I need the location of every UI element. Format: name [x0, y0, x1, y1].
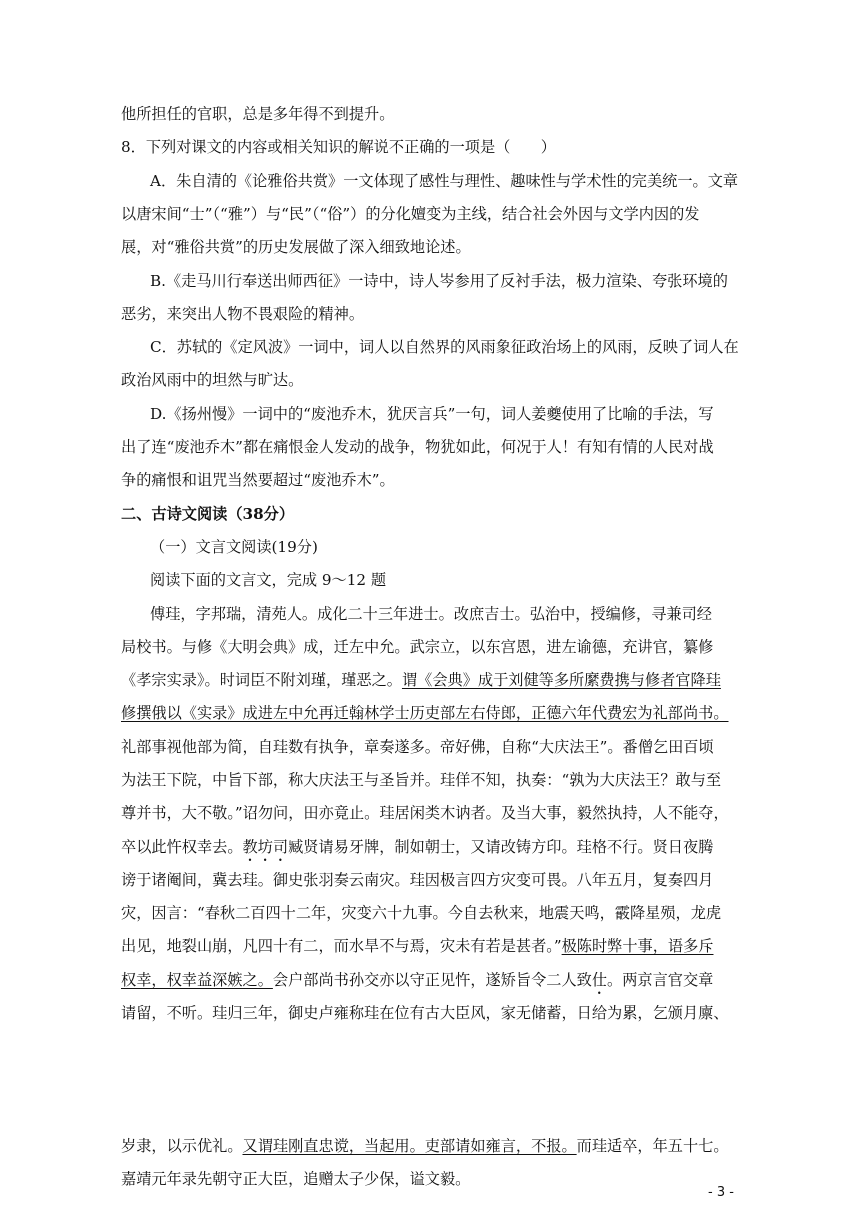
instruction-text: 阅读下面的文言文，完成 9～12 题 — [150, 571, 387, 589]
passage-line — [0, 703, 860, 723]
passage-line: 傅珪，字邦瑞，清苑人。成化二十三年进士。改庶吉士。弘治中，授编修，寻兼司经 — [150, 605, 712, 623]
option-a: A．朱自清的《论雅俗共赏》一文体现了感性与理性、趣味性与学术性的完美统一。文章 — [150, 172, 739, 190]
underlined-sentence: 又谓珪刚直忠谠，当起用。吏部请如雍言，不报。 — [242, 1137, 577, 1155]
passage-line: 卒以此忤权幸去。教坊司臧贤请易牙牌，制如朝士，又请改铸方印。珪格不行。贤日夜腾 — [121, 838, 714, 856]
passage-line: 谤于诸阉间，冀去珪。御史张羽奏云南灾。珪因极言四方灾变可畏。八年五月，复奏四月 — [121, 871, 714, 889]
option-d: D.《扬州慢》一词中的“废池乔木，犹厌言兵”一句，词人姜夔使用了比喻的手法，写 — [150, 405, 714, 423]
passage-text: 岁隶，以示优礼。 — [121, 1137, 243, 1155]
passage-line: 请留，不听。珪归三年，御史卢雍称珪在位有古大臣风，家无储蓄，日给为累，乞颁月廪、 — [121, 1004, 729, 1022]
passage-text: 而珪适卒，年五十七。 — [576, 1137, 729, 1155]
passage-line: 局校书。与修《大明会典》成，迁左中允。武宗立，以东宫恩，进左谕德，充讲官，纂修 — [121, 638, 714, 656]
text-line: 他所担任的官职，总是多年得不到提升。 — [121, 105, 395, 123]
text-line: 恶劣，来突出人物不畏艰险的精神。 — [121, 305, 364, 323]
passage-text: 嘉靖元年录先朝守正大臣，追赠太子少保，谥文毅。 — [121, 1170, 471, 1188]
text-line: 争的痛恨和诅咒当然要超过“废池乔木”。 — [121, 471, 395, 489]
underlined-sentence: 修撰俄以《实录》成进左中允再迁翰林学士历吏部左右侍郎，正德六年代费宏为礼部尚书。 — [121, 704, 729, 722]
text-line: 以唐宋间“士”（“雅”）与“民”（“俗”）的分化嬗变为主线，结合社会外因与文学内因的发 — [121, 205, 700, 223]
text-line: 展，对“雅俗共赏”的历史发展做了深入细致地论述。 — [121, 238, 471, 256]
passage-line — [0, 1136, 860, 1156]
underlined-sentence: 极陈时弊十事，语多斥 — [561, 937, 714, 955]
passage-line: 为法王下院，中旨下部，称大庆法王与圣旨并。珪佯不知，执奏：“孰为大庆法王？敢与至 — [121, 771, 722, 789]
option-b: B.《走马川行奉送出师西征》一诗中，诗人岑参用了反衬手法，极力渲染、夸张环境的 — [150, 272, 728, 290]
passage-line: 权幸，权幸益深嫉之。会户部尚书孙交亦以守正见忤，遂矫旨令二人致仕。两京言官交章 — [121, 971, 714, 989]
passage-line: 礼部事视他部为简，自珪数有执争，章奏遂多。帝好佛，自称“大庆法王”。番僧乞田百顷 — [121, 738, 714, 756]
text-line: 政治风雨中的坦然与旷达。 — [121, 371, 304, 389]
page-number: - 3 - — [708, 1185, 734, 1200]
subsection-heading: （一）文言文阅读(19分) — [150, 538, 318, 556]
text-line: 出了连“废池乔木”都在痛恨金人发动的战争，物犹如此，何况于人！有知有情的人民对战 — [121, 438, 714, 456]
dotted-term: 教坊司 — [242, 838, 289, 856]
dotted-term: 仕 — [591, 971, 607, 989]
passage-line: 灾，因言：“春秋二百四十二年，灾变六十九事。今自去秋来，地震天鸣，霰降星殒，龙虎 — [121, 904, 722, 922]
section-heading: 二、古诗文阅读（38分） — [121, 505, 295, 523]
passage-line: 尊并书，大不敬。”诏勿问，田亦竟止。珪居闲类木讷者。及当大事，毅然执持，人不能夺， — [121, 804, 729, 822]
passage-line: 出见，地裂山崩，凡四十有二，而水旱不与焉，灾未有若是甚者。”极陈时弊十事，语多斥 — [121, 937, 714, 955]
question-8: 8．下列对课文的内容或相关知识的解说不正确的一项是（ ） — [121, 138, 556, 156]
passage-line: 《孝宗实录》。时词臣不附刘瑾，瑾恶之。谓《会典》成于刘健等多所縻费携与修者官降珪 — [121, 671, 721, 689]
underlined-sentence: 权幸，权幸益深嫉之。 — [121, 971, 273, 989]
underlined-sentence: 谓《会典》成于刘健等多所縻费携与修者官降珪 — [401, 671, 721, 689]
option-c: C．苏轼的《定风波》一词中，词人以自然界的风雨象征政治场上的风雨，反映了词人在 — [150, 338, 739, 356]
